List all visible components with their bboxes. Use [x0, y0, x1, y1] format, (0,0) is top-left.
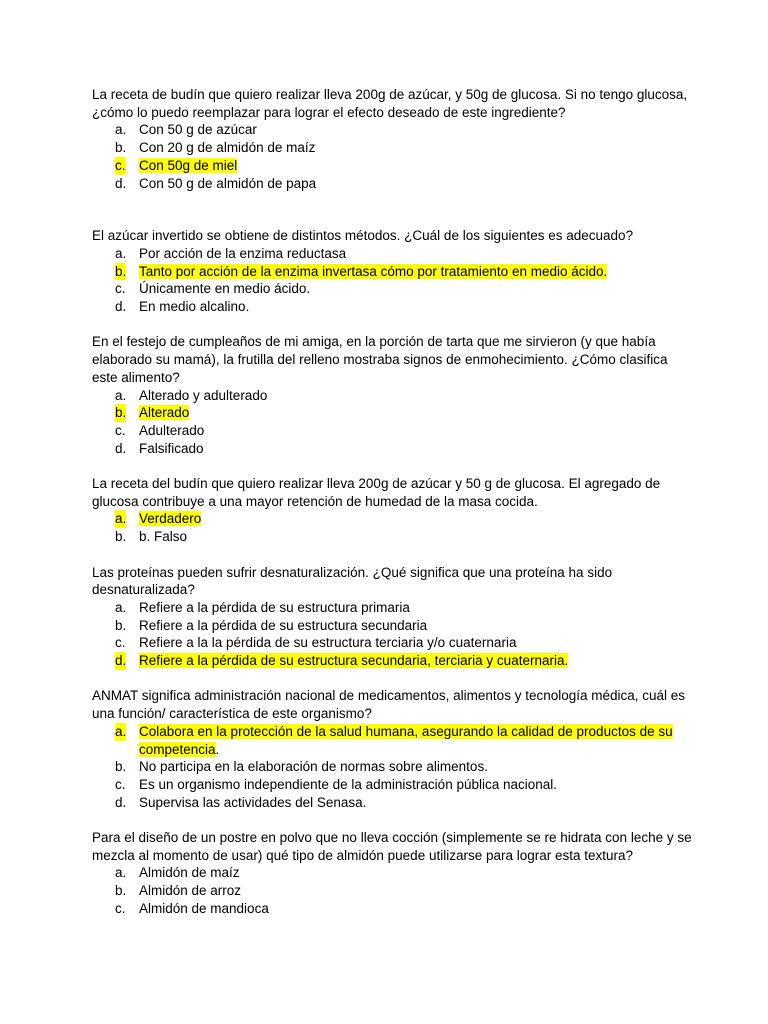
option-text-highlighted: Tanto por acción de la enzima invertasa cómo por tratamiento en medio ácido.	[139, 263, 608, 279]
option-text: Almidón de arroz	[139, 883, 242, 899]
question-1	[92, 86, 692, 192]
option-text: Con 50 g de azúcar	[139, 122, 257, 138]
option-text: Almidón de mandioca	[139, 900, 269, 916]
option-d	[92, 175, 692, 193]
question-stem: La receta del budín que quiero realizar lleva 200g de azúcar y 50 g de glucosa. El agregado de glucosa contribuye a una mayor retención de humedad de la masa cocida.	[92, 476, 661, 509]
question-stem: Las proteínas pueden sufrir desnaturalización. ¿Qué significa que una proteína ha sido desnaturalizada?	[92, 564, 613, 598]
option-text-highlighted: Verdadero	[139, 511, 202, 527]
option-text: Almidón de maíz	[139, 865, 240, 881]
option-list	[92, 599, 692, 670]
option-marker: b.	[115, 883, 127, 899]
option-text-suffix: .	[215, 741, 220, 757]
option-marker: c.	[115, 422, 126, 438]
option-text-highlighted: Con 50g de miel	[139, 157, 238, 173]
option-b-correct	[92, 404, 692, 422]
option-marker: a.	[115, 865, 127, 881]
option-b-correct	[92, 263, 692, 281]
option-marker: d.	[115, 299, 127, 315]
option-marker: d.	[115, 653, 127, 669]
question-6	[92, 687, 692, 811]
option-a	[92, 864, 692, 882]
option-marker: c.	[115, 635, 126, 651]
option-marker: c.	[115, 900, 126, 916]
option-b	[92, 882, 692, 900]
option-text: Refiere a la pérdida de su estructura primaria	[139, 599, 410, 615]
option-text: Adulterado	[139, 422, 205, 438]
document-page	[92, 86, 692, 935]
option-a	[92, 387, 692, 405]
option-text: Con 50 g de almidón de papa	[139, 175, 317, 191]
option-marker: a.	[115, 122, 127, 138]
question-stem: El azúcar invertido se obtiene de distintos métodos. ¿Cuál de los siguientes es adecuado?	[92, 228, 634, 244]
option-list	[92, 245, 692, 316]
question-7	[92, 829, 692, 918]
option-b	[92, 617, 692, 635]
option-c	[92, 280, 692, 298]
option-b	[92, 528, 692, 546]
option-c	[92, 422, 692, 440]
option-marker: b.	[115, 617, 127, 633]
option-marker: d.	[115, 175, 127, 191]
option-c	[92, 900, 692, 918]
option-a-correct	[92, 723, 692, 758]
option-list	[92, 121, 692, 192]
option-text: b. Falso	[139, 529, 188, 545]
option-text: Refiere a la pérdida de su estructura secundaria	[139, 617, 428, 633]
option-text: Con 20 g de almidón de maíz	[139, 140, 316, 156]
option-text: No participa en la elaboración de normas sobre alimentos.	[139, 759, 488, 775]
option-b	[92, 139, 692, 157]
question-3	[92, 333, 692, 457]
option-marker: b.	[115, 263, 127, 279]
option-marker: a.	[115, 599, 127, 615]
option-d	[92, 298, 692, 316]
question-stem: La receta de budín que quiero realizar lleva 200g de azúcar, y 50g de glucosa. Si no tengo glucosa, ¿cómo lo puedo reemplazar para lograr el efecto deseado de este ingrediente?	[92, 87, 688, 120]
option-list	[92, 510, 692, 545]
option-marker: a.	[115, 245, 127, 261]
option-text: Únicamente en medio ácido.	[139, 281, 311, 297]
option-text: Es un organismo independiente de la administración pública nacional.	[139, 776, 558, 792]
question-4	[92, 475, 692, 546]
option-marker: d.	[115, 794, 127, 810]
option-a	[92, 599, 692, 617]
option-marker: c.	[115, 281, 126, 297]
question-stem: ANMAT significa administración nacional de medicamentos, alimentos y tecnología médica, cuál es una función/ característica de este organismo?	[92, 688, 686, 722]
question-stem: En el festejo de cumpleaños de mi amiga, en la porción de tarta que me sirvieron (y que había elaborado su mamá), la frutilla del relleno mostraba signos de enmohecimiento. ¿Cómo clasifica este alimento?	[92, 334, 668, 385]
option-a-correct	[92, 510, 692, 528]
question-2	[92, 227, 692, 316]
question-stem: Para el diseño de un postre en polvo que no lleva cocción (simplemente se re hidrata con leche y se mezcla al momento de usar) qué tipo de almidón puede utilizarse para lograr esta textura?	[92, 830, 692, 863]
option-text: Por acción de la enzima reductasa	[139, 245, 347, 261]
option-text: Alterado y adulterado	[139, 387, 268, 403]
option-text	[139, 724, 673, 757]
option-marker: c.	[115, 157, 126, 173]
option-text: Supervisa las actividades del Senasa.	[139, 794, 367, 810]
option-text: Refiere a la la pérdida de su estructura terciaria y/o cuaternaria	[139, 635, 517, 651]
option-text: En medio alcalino.	[139, 299, 250, 315]
option-text-highlighted: Colabora en la protección de la salud humana, asegurando la calidad de productos de su competencia	[139, 723, 673, 757]
option-list	[92, 864, 692, 917]
option-marker: b.	[115, 759, 127, 775]
option-b	[92, 758, 692, 776]
option-text-highlighted: Refiere a la pérdida de su estructura secundaria, terciaria y cuaternaria.	[139, 653, 569, 669]
option-d	[92, 440, 692, 458]
question-5	[92, 564, 692, 670]
option-marker: a.	[115, 387, 127, 403]
option-c	[92, 634, 692, 652]
option-c-correct	[92, 157, 692, 175]
option-marker: b.	[115, 140, 127, 156]
option-marker: c.	[115, 776, 126, 792]
option-marker: b.	[115, 529, 127, 545]
option-c	[92, 776, 692, 794]
option-text-highlighted: Alterado	[139, 405, 190, 421]
option-marker: d.	[115, 440, 127, 456]
option-marker: a.	[115, 723, 127, 739]
option-d-correct	[92, 652, 692, 670]
option-list	[92, 387, 692, 458]
option-text: Falsificado	[139, 440, 204, 456]
option-list	[92, 723, 692, 812]
option-marker: a.	[115, 511, 127, 527]
option-d	[92, 794, 692, 812]
option-a	[92, 121, 692, 139]
option-marker: b.	[115, 405, 127, 421]
option-a	[92, 245, 692, 263]
